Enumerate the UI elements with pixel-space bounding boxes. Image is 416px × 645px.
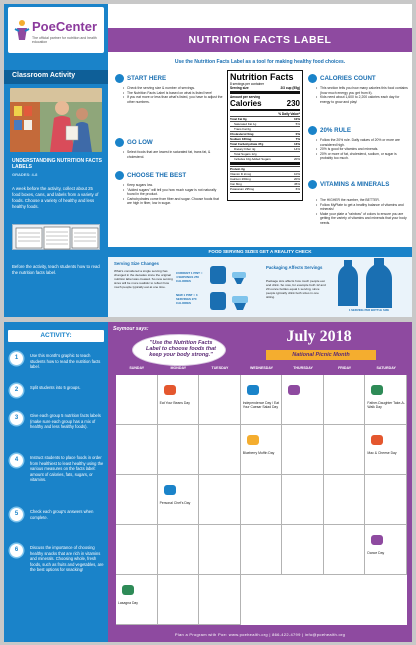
rule20-item: • 20% is good for vitamins and minerals.	[316, 147, 408, 152]
national-month-banner: National Picnic Month	[266, 350, 376, 360]
label-row-dv: 13%	[293, 142, 300, 146]
activity-step	[10, 508, 106, 538]
calendar-day	[199, 375, 241, 425]
calories-count-marker	[308, 74, 317, 83]
calendar-event: Lasagna Day	[118, 601, 138, 605]
classroom-activity-title: Classroom Activity	[12, 72, 76, 79]
label-divider	[230, 109, 300, 111]
label-row-name: Cholesterol 0mg	[230, 132, 254, 136]
calendar-event: Independence Day / Eat Your Caesar Salad Day	[242, 401, 280, 410]
label-dv-header: % Daily Value*	[278, 112, 300, 116]
step-number: 4	[10, 454, 23, 467]
event-icon	[247, 435, 259, 445]
event-icon	[288, 385, 300, 395]
calories-count-item: • Kids need about 1,600 to 2,200 calories each day for energy to grow and play!	[316, 95, 408, 104]
label-row-name: Potassium 235mg	[230, 187, 255, 191]
ice-cream-pint-icon	[206, 262, 262, 314]
calendar-day	[365, 375, 407, 425]
activity-step	[10, 352, 106, 382]
calendar-day	[324, 375, 366, 425]
calories-count-list	[316, 86, 408, 104]
new-serving: NEW 1 PINT = 3 SERVINGS 270 CALORIES	[176, 293, 198, 305]
calendar-day	[116, 475, 158, 525]
footer-contact: Plan a Program with Poe: www.poehealth.org | 866-422-4799 | info@poehealth.org	[174, 632, 346, 637]
calendar-day	[324, 425, 366, 475]
label-row-name: Total Fat 8g	[230, 117, 247, 121]
event-icon	[247, 385, 259, 395]
calendar-day	[241, 525, 283, 575]
label-row-name: Dietary Fiber 4g	[234, 147, 256, 151]
calendar-day	[365, 425, 407, 475]
label-row-name: Saturated Fat 1g	[234, 122, 257, 126]
calendar-day	[158, 425, 200, 475]
weekday-header: THURSDAY	[293, 366, 313, 370]
event-icon	[371, 435, 383, 445]
activity-prep: Before the activity, teach students how to read the nutrition facts label.	[12, 264, 100, 275]
calories-value: 230	[286, 99, 300, 108]
calendar-day	[199, 425, 241, 475]
vitamins-item: • Follow MyPlate to get a healthy balance of vitamins and minerals!	[316, 203, 408, 212]
calendar-day	[241, 375, 283, 425]
bottle-caption: 1 SERVING PER BOTTLE SIZE	[348, 308, 390, 312]
label-row-dv: 5%	[295, 122, 300, 126]
label-row-dv: 0%	[295, 132, 300, 136]
label-row-name: Includes 10g Added Sugars	[234, 157, 271, 161]
event-icon	[164, 485, 176, 495]
calendar-grid	[116, 366, 407, 625]
label-row-name: Vitamin D 2mcg	[230, 172, 252, 176]
weekday-header: FRIDAY	[338, 366, 352, 370]
weekday-header: MONDAY	[170, 366, 187, 370]
calendar-day	[158, 375, 200, 425]
go-low-list	[123, 150, 223, 159]
calendar-day	[324, 475, 366, 525]
label-divider	[230, 162, 300, 165]
calendar-day	[116, 425, 158, 475]
page-title: NUTRITION FACTS LABEL	[188, 34, 332, 46]
start-here-item: • Check the serving size & number of servings.	[123, 86, 223, 91]
choose-best-item: • Carbohydrates come from fiber and sugar. Choose foods that are high in fiber, low in sugar.	[123, 197, 223, 206]
seymour-label: Seymour says:	[113, 326, 149, 332]
step-number: 3	[10, 412, 23, 425]
calories-count-title: CALORIES COUNT	[320, 75, 376, 82]
calendar-event: Personal Chef's Day	[159, 501, 191, 505]
classroom-sidebar	[4, 4, 108, 317]
start-here-title: START HERE	[127, 75, 167, 82]
start-here-item: • The Nutrition Facts Label is based on what is listed here!	[123, 91, 223, 96]
serving-size-banner-text: FOOD SERVING SIZES GET A REALITY CHECK	[208, 249, 312, 254]
label-row-dv: 6%	[295, 187, 300, 191]
step-number: 5	[10, 508, 23, 521]
label-row	[230, 186, 300, 191]
vitamins-item: • Make your plate a "rainbow" of colors to ensure you are getting the variety of vitamins and minerals that your body needs.	[316, 212, 408, 226]
go-low-marker	[115, 138, 124, 147]
calendar-day	[116, 525, 158, 575]
vitamins-marker	[308, 180, 317, 189]
calendar-day	[116, 575, 158, 625]
activity-step	[10, 412, 106, 442]
label-calories	[230, 99, 300, 108]
nutrition-facts-label	[227, 70, 303, 201]
label-divider	[230, 91, 300, 94]
step-text: Instruct students to place foods in order from healthiest to least healthy using the various measures on the facts label: amount of calories, fats, sugars, or vitamins.	[30, 455, 104, 482]
event-icon	[164, 385, 176, 395]
activity-sidebar	[4, 322, 108, 642]
understanding-heading: UNDERSTANDING NUTRITION FACTS LABELS	[12, 158, 102, 170]
step-text: Give each group 5 nutrition facts labels (make sure each group has a mix of healthy and less healthy foods).	[30, 413, 101, 429]
calendar-day	[282, 375, 324, 425]
label-row-name: Total Carbohydrate 37g	[230, 142, 264, 146]
start-here-marker	[115, 74, 124, 83]
calendar-event: Father-Daughter Take-A-Walk Day	[367, 401, 405, 410]
logo-tagline: The official partner for nutrition and health education	[32, 36, 97, 44]
label-serving-size	[230, 86, 300, 90]
calendar-day	[365, 525, 407, 575]
labels-image	[12, 224, 100, 250]
start-here-item: • If you eat more or less than what's listed, you have to adjust the other numbers.	[123, 95, 223, 104]
speech-bubble	[132, 334, 226, 366]
grocery-shelf-image	[10, 88, 102, 152]
calendar-event: Dance Day	[367, 551, 385, 555]
step-text: Check each group's answers when complete.	[30, 509, 94, 520]
label-row-name: Iron 8mg	[230, 182, 242, 186]
calendar-page	[4, 322, 412, 642]
vitamins-list	[316, 198, 408, 226]
bottle-icon	[334, 258, 400, 308]
vitamins-title: VITAMINS & MINERALS	[320, 181, 390, 188]
label-amount-per: Amount per serving	[230, 95, 261, 99]
packaging-body: Package size affects how much people eat and drink. So now, for example both 12 and 20 ounce bottles equal 1 serving, since people typically drink both sizes in one sitting.	[266, 279, 326, 299]
vitamins-item: • The HIGHER the number, the BETTER.	[316, 198, 408, 203]
calendar-day	[282, 525, 324, 575]
step-text: Split students into 5 groups.	[30, 385, 81, 390]
page-subtitle: Use the Nutrition Facts Label as a tool for making healthy food choices.	[174, 59, 346, 65]
label-row-name: Protein 3g	[230, 167, 245, 171]
current-serving: CURRENT 1 PINT = 4 SERVINGS 250 CALORIES	[176, 271, 203, 283]
weekday-header: WEDNESDAY	[249, 366, 273, 370]
calendar-day	[158, 575, 200, 625]
label-row-name: Sodium 160mg	[230, 137, 252, 141]
activity-step	[10, 384, 106, 414]
calendar-day	[241, 475, 283, 525]
step-text: Use this month's graphic to teach students how to read the nutrition facts label.	[30, 353, 101, 369]
label-title: Nutrition Facts	[230, 72, 294, 82]
activity-intro: A week before the activity, collect about 25 food boxes, cans, and labels from a variety of foods. Choose a variety of healthy and less healthy foods.	[12, 186, 99, 209]
label-row-dv: 7%	[295, 137, 300, 141]
label-row-dv: 20%	[293, 157, 300, 161]
label-row-dv: 10%	[293, 172, 300, 176]
label-footnote	[230, 192, 300, 193]
choose-best-list	[123, 183, 223, 206]
label-row-dv: 14%	[293, 147, 300, 151]
calendar-event: Blueberry Muffin Day	[242, 451, 275, 455]
weekday-header: SATURDAY	[376, 366, 396, 370]
calendar-day	[324, 525, 366, 575]
activity-title: ACTIVITY:	[8, 330, 104, 342]
calendar-month: July 2018	[286, 328, 352, 345]
event-icon	[122, 585, 134, 595]
grades-label: GRADES: 4-8	[12, 172, 38, 177]
grocery-photo	[10, 88, 102, 152]
choose-best-marker	[115, 171, 124, 180]
label-row-dv: 45%	[293, 182, 300, 186]
choose-best-item: • "Added sugars" will tell you how much sugar is not naturally found in the product.	[123, 188, 223, 197]
step-number: 1	[10, 352, 23, 365]
calendar-day	[365, 475, 407, 525]
rule20-list	[316, 138, 408, 161]
go-low-title: GO LOW	[127, 139, 153, 146]
calendar-day	[199, 525, 241, 575]
weekday-header: TUESDAY	[211, 366, 229, 370]
label-servings: 8 servings per container	[230, 82, 265, 86]
activity-step	[10, 544, 106, 574]
calendar-day	[116, 375, 158, 425]
calendar-day	[282, 475, 324, 525]
rule20-title: 20% RULE	[320, 127, 351, 134]
label-row-dv: 20%	[293, 177, 300, 181]
label-row-dv: 10%	[293, 117, 300, 121]
calendar-day	[241, 425, 283, 475]
activity-step	[10, 454, 106, 484]
step-number: 6	[10, 544, 23, 557]
label-row-name: Trans Fat 0g	[234, 127, 251, 131]
step-number: 2	[10, 384, 23, 397]
logo-wordmark: PoeCenter	[32, 19, 98, 34]
nutrition-facts-page	[4, 4, 412, 317]
go-low-item: • Select foods that are lowest in saturated fat, trans fat, & cholesterol.	[123, 150, 223, 159]
calories-label: Calories	[230, 99, 262, 108]
page-header	[108, 28, 412, 52]
packaging-title: Packaging Affects Servings	[266, 265, 323, 270]
speech-bubble-text: "Use the Nutrition Facts Label to choose foods that keep your body strong."	[146, 340, 216, 358]
poecenter-logo	[8, 7, 104, 53]
label-stack-image	[13, 225, 101, 251]
serving-changes-title: Serving Size Changes	[114, 261, 159, 266]
label-rows	[230, 116, 300, 193]
serving-size-label: Serving size	[230, 86, 249, 90]
serving-size-banner	[108, 247, 412, 257]
label-row	[230, 156, 300, 161]
weekday-header: SUNDAY	[129, 366, 145, 370]
step-text: Discuss the importance of choosing healthy snacks that are rich in vitamins and minerals. Choosing whole, fresh foods, such as fruits and vegetables, are the best options for snacking!	[30, 545, 104, 572]
start-here-list	[123, 86, 223, 104]
calendar-day	[282, 425, 324, 475]
choose-best-title: CHOOSE THE BEST	[127, 172, 187, 179]
calendar-event: Mac & Cheese Day	[367, 451, 397, 455]
calendar-event: Eat Your Beans Day	[159, 401, 190, 405]
event-icon	[371, 385, 383, 395]
calendar-footer	[108, 627, 412, 642]
calendar-day	[158, 475, 200, 525]
rule20-marker	[308, 126, 317, 135]
serving-size-value: 2/3 cup (55g)	[280, 86, 300, 90]
serving-changes-body: What's considered a single serving has changed in the decades since the original nutrition label was created. So new serving sizes will be more realistic to reflect how much people typically eat at one time.	[114, 269, 173, 289]
rule20-item: • 20% or more of fat, cholesterol, sodium, or sugar is probably too much.	[316, 152, 408, 161]
calendar-day	[158, 525, 200, 575]
logo-figure-icon	[14, 19, 30, 41]
calendar-day	[199, 575, 241, 625]
calories-count-item: • This section tells you how many calories this food contains (how much energy you get from it).	[316, 86, 408, 95]
choose-best-item: • Keep sugars low.	[123, 183, 223, 188]
label-row-name: Total Sugars 12g	[234, 152, 257, 156]
calendar-day	[199, 475, 241, 525]
rule20-item: • Follow the 20% rule. Daily values of 20% or more are considered high.	[316, 138, 408, 147]
label-row-name: Calcium 260mg	[230, 177, 251, 181]
event-icon	[371, 535, 383, 545]
